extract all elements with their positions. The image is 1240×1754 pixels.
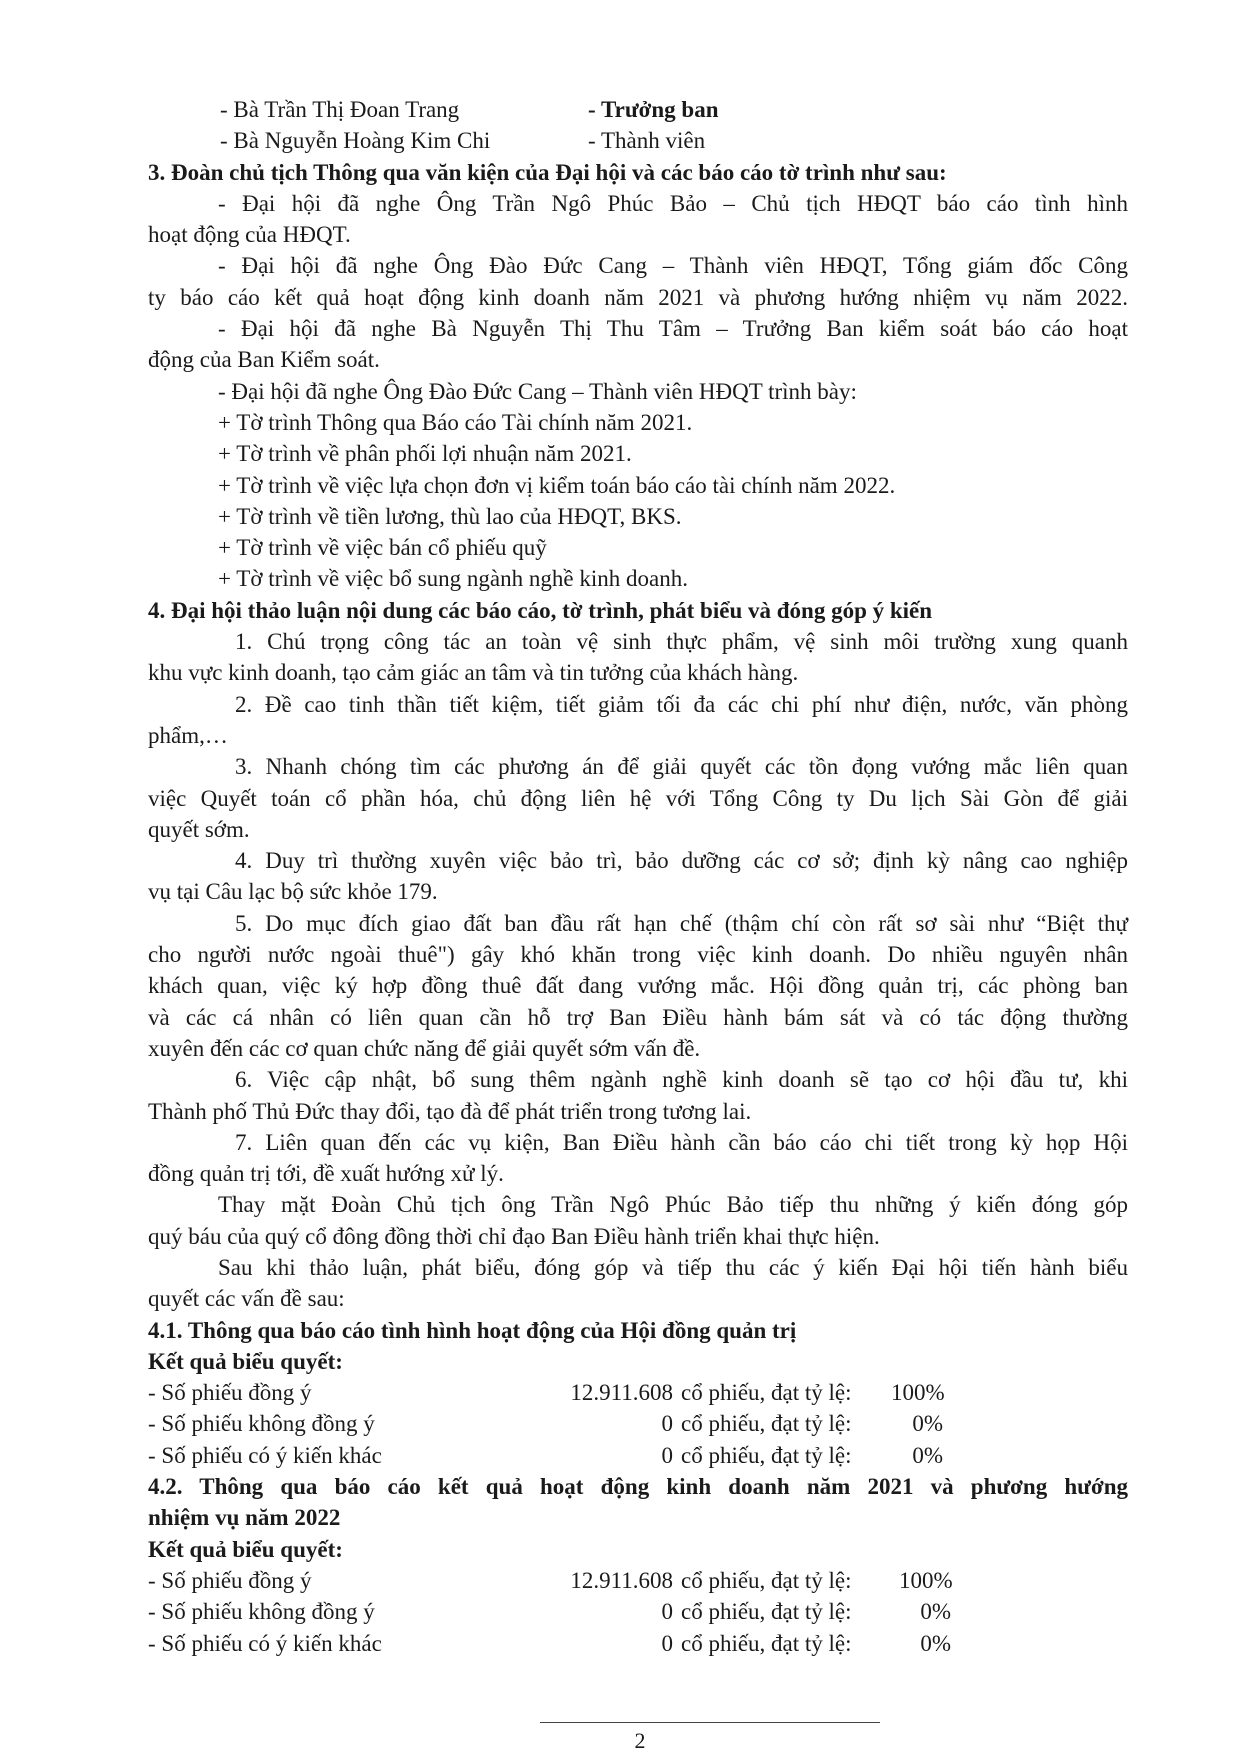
- vote-result-label: Kết quả biểu quyết:: [148, 1536, 343, 1562]
- vote-percent: 100%: [899, 1567, 953, 1593]
- paragraph-line: 4. Duy trì thường xuyên việc bảo trì, bảo dưỡng các cơ sở; định kỳ nâng cao nghiệp: [235, 848, 1128, 874]
- vote-count: 12.911.608: [570, 1380, 673, 1406]
- paragraph-line: phẩm,…: [148, 722, 228, 748]
- paragraph-line: - Đại hội đã nghe Ông Đào Đức Cang – Thành viên HĐQT trình bày:: [218, 378, 857, 404]
- vote-count: 12.911.608: [570, 1567, 673, 1593]
- list-item: + Tờ trình về việc bổ sung ngành nghề kinh doanh.: [218, 566, 688, 592]
- vote-percent: 0%: [912, 1411, 943, 1437]
- section-4-1-heading: 4.1. Thông qua báo cáo tình hình hoạt động của Hội đồng quản trị: [148, 1317, 797, 1343]
- member-role: - Thành viên: [588, 128, 706, 154]
- document-body: [148, 94, 1128, 1659]
- vote-text: cổ phiếu, đạt tỷ lệ:: [681, 1442, 852, 1468]
- paragraph-line: xuyên đến các cơ quan chức năng để giải quyết sớm vấn đề.: [148, 1035, 701, 1061]
- paragraph-line: quyết sớm.: [148, 816, 250, 842]
- paragraph-line: 3. Nhanh chóng tìm các phương án để giải quyết các tồn đọng vướng mắc liên quan: [235, 754, 1128, 780]
- paragraph-line: - Đại hội đã nghe Bà Nguyễn Thị Thu Tâm – Trưởng Ban kiểm soát báo cáo hoạt: [218, 316, 1128, 342]
- list-item: + Tờ trình về tiền lương, thù lao của HĐQT, BKS.: [218, 503, 682, 529]
- member-row: [148, 94, 1128, 125]
- vote-label: - Số phiếu có ý kiến khác: [148, 1630, 382, 1656]
- vote-label: - Số phiếu đồng ý: [148, 1380, 312, 1406]
- paragraph-line: Thay mặt Đoàn Chủ tịch ông Trần Ngô Phúc Bảo tiếp thu những ý kiến đóng góp: [218, 1192, 1128, 1218]
- vote-row: [148, 1440, 1128, 1471]
- paragraph-line: quyết các vấn đề sau:: [148, 1286, 345, 1312]
- vote-text: cổ phiếu, đạt tỷ lệ:: [681, 1411, 852, 1437]
- vote-label: - Số phiếu không đồng ý: [148, 1599, 375, 1625]
- paragraph-line: hoạt động của HĐQT.: [148, 222, 351, 248]
- vote-label: - Số phiếu không đồng ý: [148, 1411, 375, 1437]
- member-role: - Trưởng ban: [588, 97, 719, 122]
- vote-text: cổ phiếu, đạt tỷ lệ:: [681, 1599, 852, 1625]
- vote-row: [148, 1596, 1128, 1627]
- paragraph-line: - Đại hội đã nghe Ông Đào Đức Cang – Thành viên HĐQT, Tổng giám đốc Công: [218, 253, 1128, 279]
- paragraph-line: 2. Đề cao tinh thần tiết kiệm, tiết giảm tối đa các chi phí như điện, nước, văn phòng: [235, 691, 1128, 717]
- paragraph-line: 6. Việc cập nhật, bổ sung thêm ngành nghề kinh doanh sẽ tạo cơ hội đầu tư, khi: [235, 1067, 1128, 1093]
- paragraph-line: khách quan, việc ký hợp đồng thuê đất đang vướng mắc. Hội đồng quản trị, các phòng ban: [148, 973, 1128, 999]
- vote-row: [148, 1565, 1128, 1596]
- section-4-heading: 4. Đại hội thảo luận nội dung các báo cáo, tờ trình, phát biểu và đóng góp ý kiến: [148, 597, 933, 623]
- paragraph-line: động của Ban Kiểm soát.: [148, 347, 380, 373]
- list-item: + Tờ trình về việc lựa chọn đơn vị kiểm toán báo cáo tài chính năm 2022.: [218, 472, 896, 498]
- footer-divider: [540, 1722, 880, 1723]
- vote-text: cổ phiếu, đạt tỷ lệ:: [681, 1630, 852, 1656]
- vote-percent: 0%: [920, 1599, 951, 1625]
- vote-percent: 0%: [920, 1630, 951, 1656]
- paragraph-line: đồng quản trị tới, đề xuất hướng xử lý.: [148, 1161, 504, 1187]
- vote-count: 0: [661, 1599, 673, 1625]
- vote-row: [148, 1377, 1128, 1408]
- paragraph-line: 7. Liên quan đến các vụ kiện, Ban Điều hành cần báo cáo chi tiết trong kỳ họp Hội: [235, 1129, 1128, 1155]
- list-item: + Tờ trình Thông qua Báo cáo Tài chính năm 2021.: [218, 409, 693, 435]
- list-item: + Tờ trình về phân phối lợi nhuận năm 2021.: [218, 441, 632, 467]
- member-row: [148, 125, 1128, 156]
- section-3-heading: 3. Đoàn chủ tịch Thông qua văn kiện của Đại hội và các báo cáo tờ trình như sau:: [148, 159, 947, 185]
- vote-text: cổ phiếu, đạt tỷ lệ:: [681, 1380, 852, 1406]
- vote-percent: 100%: [891, 1380, 945, 1406]
- member-name: - Bà Nguyễn Hoàng Kim Chi: [220, 128, 491, 154]
- paragraph-line: 1. Chú trọng công tác an toàn vệ sinh thực phẩm, vệ sinh môi trường xung quanh: [235, 629, 1128, 655]
- vote-label: - Số phiếu có ý kiến khác: [148, 1442, 382, 1468]
- member-name: - Bà Trần Thị Đoan Trang: [220, 97, 460, 122]
- section-4-2-heading: 4.2. Thông qua báo cáo kết quả hoạt động kinh doanh năm 2021 và phương hướng: [148, 1474, 1128, 1500]
- paragraph-line: 5. Do mục đích giao đất ban đầu rất hạn chế (thậm chí còn rất sơ sài như “Biệt thự: [235, 910, 1128, 936]
- vote-count: 0: [661, 1442, 673, 1468]
- page-number: 2: [634, 1728, 646, 1753]
- paragraph-line: Sau khi thảo luận, phát biểu, đóng góp và tiếp thu các ý kiến Đại hội tiến hành biểu: [218, 1254, 1128, 1280]
- vote-count: 0: [661, 1411, 673, 1437]
- vote-result-label: Kết quả biểu quyết:: [148, 1348, 343, 1374]
- section-4-2-heading-cont: nhiệm vụ năm 2022: [148, 1505, 341, 1531]
- vote-label: - Số phiếu đồng ý: [148, 1567, 312, 1593]
- paragraph-line: cho người nước ngoài thuê") gây khó khăn trong việc kinh doanh. Do nhiều nguyên nhân: [148, 942, 1128, 968]
- paragraph-line: và các cá nhân có liên quan cần hỗ trợ Ban Điều hành bám sát và có tác động thường: [148, 1004, 1128, 1030]
- paragraph-line: việc Quyết toán cổ phần hóa, chủ động liên hệ với Tổng Công ty Du lịch Sài Gòn để giải: [148, 785, 1128, 811]
- vote-row: [148, 1408, 1128, 1439]
- vote-percent: 0%: [912, 1442, 943, 1468]
- paragraph-line: quý báu của quý cổ đông đồng thời chỉ đạo Ban Điều hành triển khai thực hiện.: [148, 1223, 880, 1249]
- paragraph-line: ty báo cáo kết quả hoạt động kinh doanh năm 2021 và phương hướng nhiệm vụ năm 2022.: [148, 284, 1128, 310]
- vote-text: cổ phiếu, đạt tỷ lệ:: [681, 1567, 852, 1593]
- vote-count: 0: [661, 1630, 673, 1656]
- list-item: + Tờ trình về việc bán cổ phiếu quỹ: [218, 535, 547, 561]
- paragraph-line: Thành phố Thủ Đức thay đổi, tạo đà để phát triển trong tương lai.: [148, 1098, 752, 1124]
- paragraph-line: khu vực kinh doanh, tạo cảm giác an tâm và tin tưởng của khách hàng.: [148, 660, 799, 686]
- paragraph-line: - Đại hội đã nghe Ông Trần Ngô Phúc Bảo – Chủ tịch HĐQT báo cáo tình hình: [218, 190, 1128, 216]
- paragraph-line: vụ tại Câu lạc bộ sức khỏe 179.: [148, 879, 438, 905]
- vote-row: [148, 1628, 1128, 1659]
